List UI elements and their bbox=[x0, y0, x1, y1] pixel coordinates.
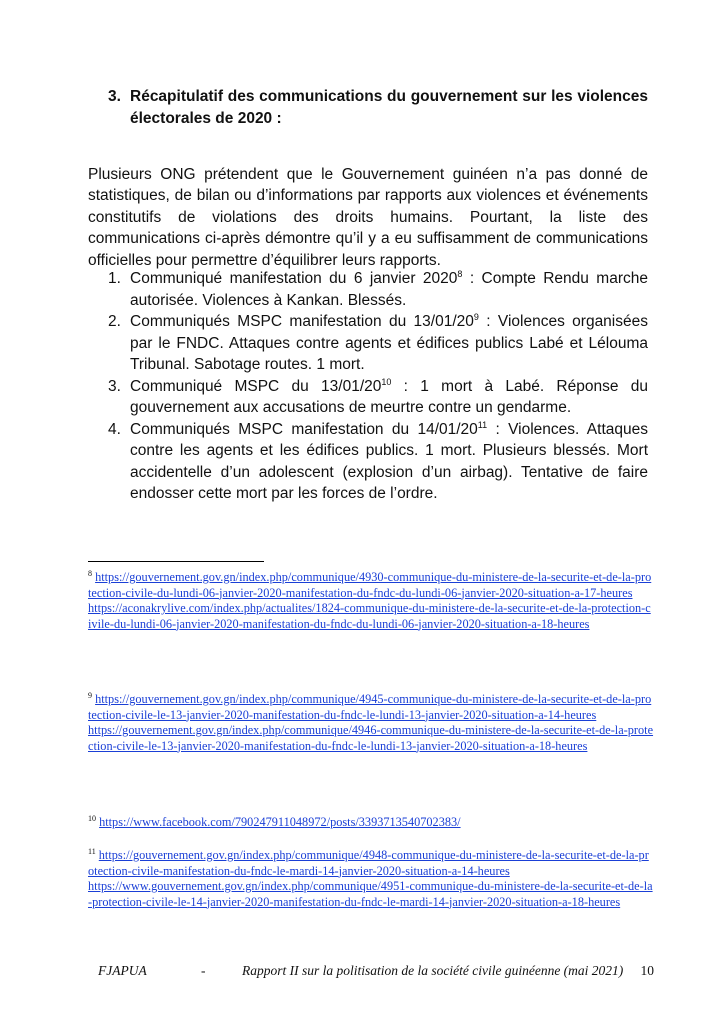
list-item-text: : Violences organisées par le FNDC. Attaques contre agents et édifices publics Labé et Lélouma Tribunal. Sabotage routes. 1 mort. bbox=[130, 313, 648, 373]
list-item-text: Communiqués MSPC manifestation du 14/01/20 bbox=[130, 420, 478, 438]
footnote-ref[interactable]: 8 bbox=[457, 268, 463, 279]
footnote-link[interactable]: https://gouvernement.gov.gn/index.php/communique/4948-communique-du-ministere-de-la-securite-et-de-la-protection-civile-manifestation-du-fndc-le-mardi-14-janvier-2020-situation-a-14-heures bbox=[88, 848, 649, 878]
list-item bbox=[108, 311, 648, 376]
list-item-text: Communiqué MSPC du 13/01/20 bbox=[130, 377, 382, 395]
footer-organization: FJAPUA bbox=[98, 963, 147, 978]
section-title: Récapitulatif des communications du gouvernement sur les violences électorales de 2020 : bbox=[130, 88, 648, 127]
footnote-number: 10 bbox=[88, 813, 96, 823]
footnote-link[interactable]: https://aconakrylive.com/index.php/actualites/1824-communique-du-ministere-de-la-securite-et-de-la-protection-civile-du-lundi-06-janvier-2020-manifestation-du-fndc-du-lundi-06-janvier-2020-situation-a-18-heures bbox=[88, 601, 651, 631]
list-item-number: 4. bbox=[108, 420, 121, 438]
footer-separator: - bbox=[201, 963, 206, 978]
page-footer bbox=[98, 963, 654, 983]
communications-list bbox=[108, 268, 648, 505]
intro-paragraph: Plusieurs ONG prétendent que le Gouvernement guinéen n’a pas donné de statistiques, de bilan ou d’informations par rapports aux violences et événements constitutifs de violations des droits humains. Pourtant, la liste des communications ci-après démontre qu’il y a eu suffisamment de communications officielles pour permettre d’équilibrer leurs rapports. bbox=[88, 165, 648, 269]
footnote-number: 8 bbox=[88, 568, 92, 578]
footnote-11 bbox=[88, 848, 654, 910]
footnote-separator bbox=[88, 561, 264, 562]
footnote-link[interactable]: https://gouvernement.gov.gn/index.php/communique/4945-communique-du-ministere-de-la-securite-et-de-la-protection-civile-le-13-janvier-2020-manifestation-du-fndc-le-lundi-13-janvier-2020-situation-a-14-heures bbox=[88, 692, 652, 722]
list-item-text: Communiqués MSPC manifestation du 13/01/20 bbox=[130, 313, 474, 330]
list-item bbox=[108, 419, 648, 505]
section-heading bbox=[108, 86, 648, 130]
footnote-ref[interactable]: 11 bbox=[477, 419, 488, 430]
list-item-number: 2. bbox=[108, 313, 121, 330]
footer-report-title: Rapport II sur la politisation de la société civile guinéenne (mai 2021) bbox=[242, 963, 624, 978]
footnote-ref[interactable]: 9 bbox=[473, 311, 479, 322]
footnote-9 bbox=[88, 692, 654, 754]
footnote-link[interactable]: https://gouvernement.gov.gn/index.php/communique/4930-communique-du-ministere-de-la-securite-et-de-la-protection-civile-du-lundi-06-janvier-2020-manifestation-du-fndc-du-lundi-06-janvier-2020-situation-a-17-heures bbox=[88, 570, 652, 600]
footnote-number: 11 bbox=[88, 846, 96, 856]
footnote-link[interactable]: https://www.facebook.com/790247911048972/posts/3393713540702383/ bbox=[99, 815, 461, 829]
list-item-number: 1. bbox=[108, 270, 121, 287]
section-number: 3. bbox=[108, 88, 121, 105]
footnote-link[interactable]: https://gouvernement.gov.gn/index.php/communique/4946-communique-du-ministere-de-la-securite-et-de-la-protection-civile-le-13-janvier-2020-manifestation-du-fndc-le-lundi-13-janvier-2020-situation-a-18-heures bbox=[88, 723, 654, 753]
list-item-text: : 1 mort à Labé. Réponse du gouvernement aux accusations de meurtre contre un gendarme. bbox=[130, 377, 648, 416]
list-item-text: : Compte Rendu marche autorisée. Violences à Kankan. Blessés. bbox=[130, 270, 648, 309]
footnote-ref[interactable]: 10 bbox=[381, 376, 392, 387]
footnote-link[interactable]: https://www.gouvernement.gov.gn/index.php/communique/4951-communique-du-ministere-de-la-securite-et-de-la-protection-civile-le-14-janvier-2020-manifestation-du-fndc-le-mardi-14-janvier-2020-situation-a-18-heures bbox=[88, 879, 653, 909]
footnote-8 bbox=[88, 570, 654, 632]
list-item bbox=[108, 376, 648, 419]
list-item bbox=[108, 268, 648, 311]
list-item-number: 3. bbox=[108, 377, 121, 395]
list-item-text: : Violences. Attaques contre les agents et les édifices publics. 1 mort. Plusieurs blessés. Mort accidentelle d’un adolescent (explosion d’un airbag). Tentative de faire endosser cette mort par les forces de l’ordre. bbox=[130, 420, 648, 502]
footnote-10 bbox=[88, 815, 654, 831]
page-number: 10 bbox=[640, 963, 654, 978]
footnote-number: 9 bbox=[88, 690, 92, 700]
list-item-text: Communiqué manifestation du 6 janvier 2020 bbox=[130, 270, 458, 287]
